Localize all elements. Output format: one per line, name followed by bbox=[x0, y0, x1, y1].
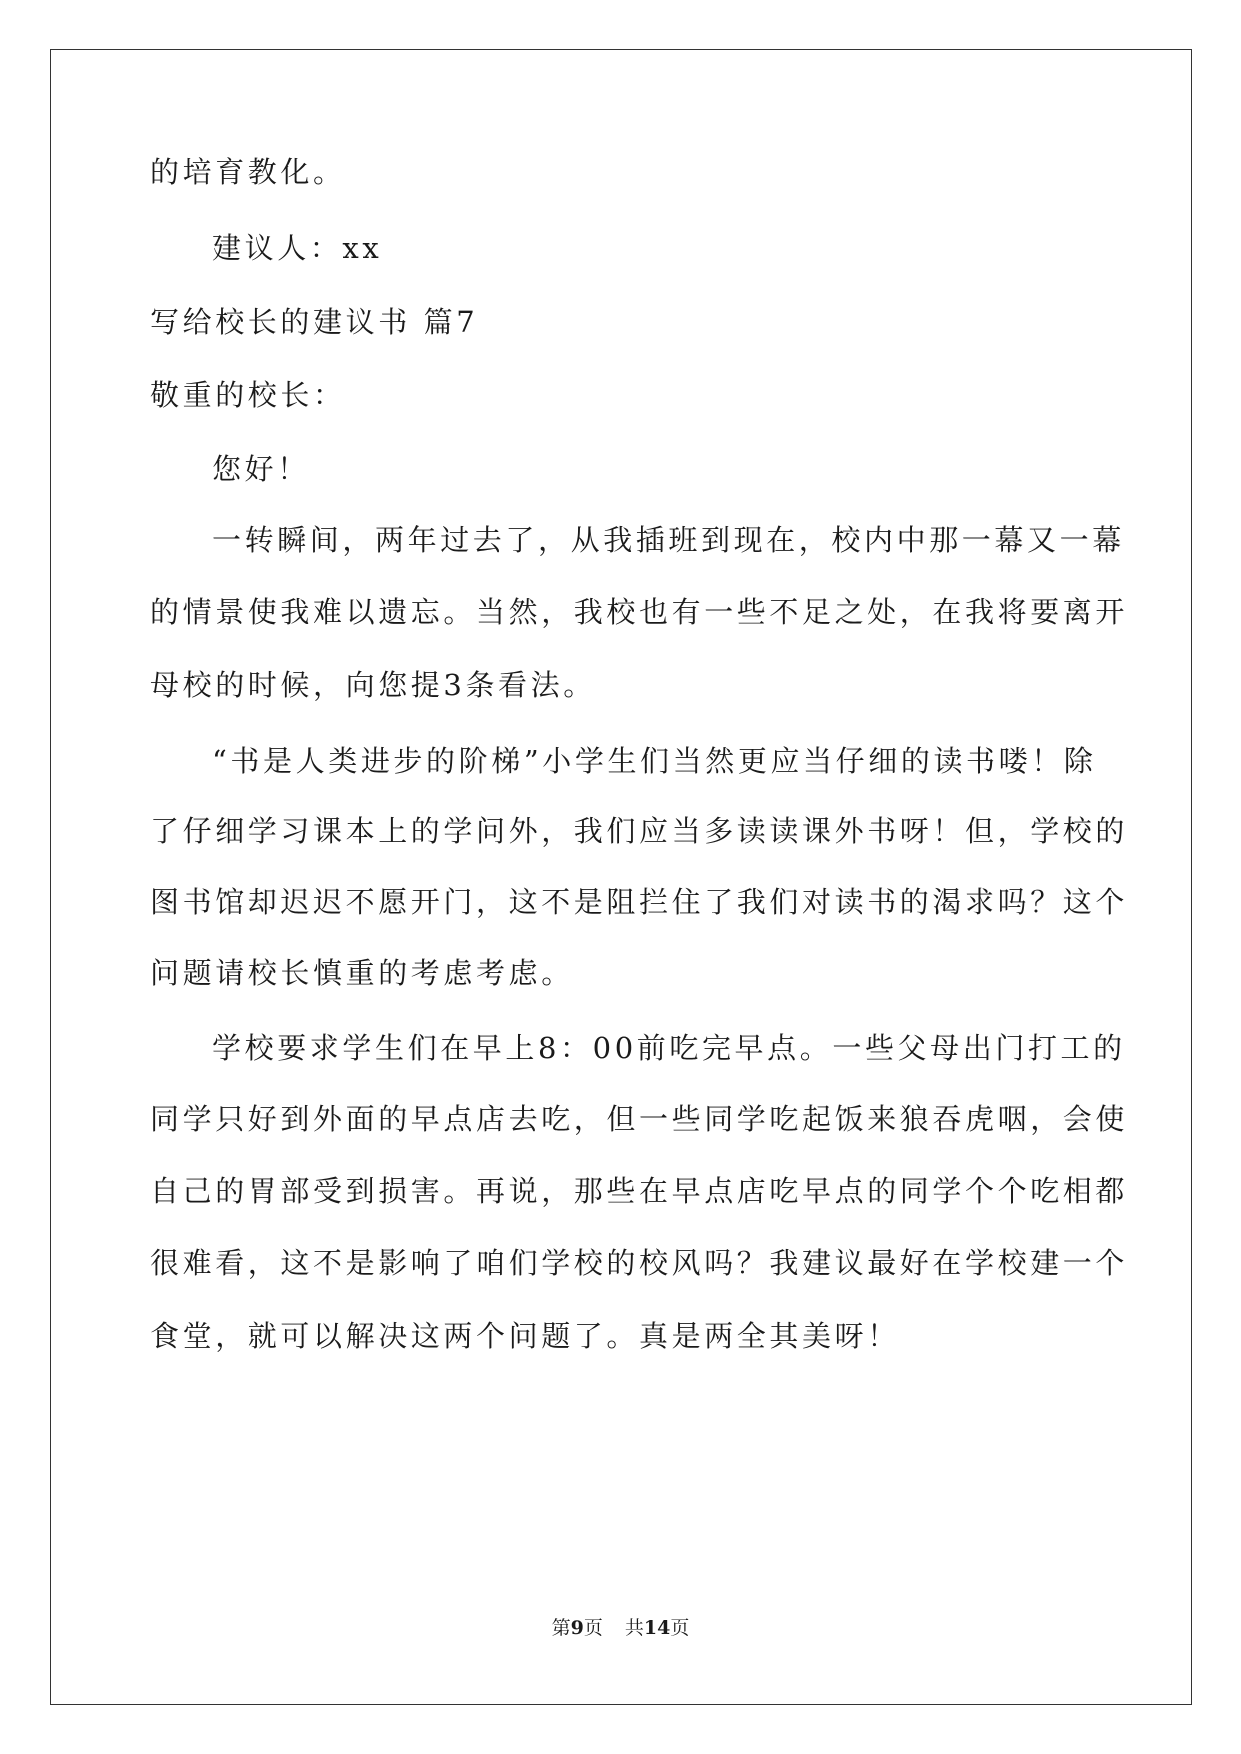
section-heading: 写给校长的建议书 篇7 bbox=[150, 305, 479, 339]
paragraph-line: 食堂，就可以解决这两个问题了。真是两全其美呀！ bbox=[150, 1319, 900, 1353]
greeting: 您好！ bbox=[212, 452, 310, 486]
paragraph-line: 的情景使我难以遗忘。当然，我校也有一些不足之处，在我将要离开 bbox=[150, 595, 1129, 629]
paragraph-line: 图书馆却迟迟不愿开门，这不是阻拦住了我们对读书的渴求吗？这个 bbox=[150, 885, 1129, 919]
salutation: 敬重的校长： bbox=[150, 378, 346, 412]
signature-line: 建议人：xx bbox=[212, 231, 383, 265]
paragraph-line: 很难看，这不是影响了咱们学校的校风吗？我建议最好在学校建一个 bbox=[150, 1246, 1129, 1280]
page-suffix: 页 bbox=[583, 1617, 603, 1639]
paragraph-line: 一转瞬间，两年过去了，从我插班到现在，校内中那一幕又一幕 bbox=[212, 523, 1125, 557]
paragraph-line: 学校要求学生们在早上8：00前吃完早点。一些父母出门打工的 bbox=[212, 1031, 1126, 1065]
paragraph-line: “书是人类进步的阶梯”小学生们当然更应当仔细的读书喽！除 bbox=[212, 744, 1097, 778]
page-footer bbox=[0, 1615, 1241, 1641]
paragraph-line: 母校的时候，向您提3条看法。 bbox=[150, 668, 596, 702]
paragraph-line: 问题请校长慎重的考虑考虑。 bbox=[150, 956, 574, 990]
page-border bbox=[50, 49, 1192, 1705]
total-pages: 14 bbox=[643, 1617, 671, 1639]
page-prefix: 第 bbox=[551, 1617, 571, 1639]
paragraph-line: 同学只好到外面的早点店去吃，但一些同学吃起饭来狼吞虎咽，会使 bbox=[150, 1102, 1129, 1136]
paragraph-line: 了仔细学习课本上的学问外，我们应当多读读课外书呀！但，学校的 bbox=[150, 814, 1129, 848]
total-suffix: 页 bbox=[670, 1617, 690, 1639]
text-line: 的培育教化。 bbox=[150, 155, 346, 189]
total-prefix: 共 bbox=[624, 1617, 644, 1639]
page-number: 9 bbox=[570, 1617, 584, 1639]
paragraph-line: 自己的胃部受到损害。再说，那些在早点店吃早点的同学个个吃相都 bbox=[150, 1174, 1129, 1208]
